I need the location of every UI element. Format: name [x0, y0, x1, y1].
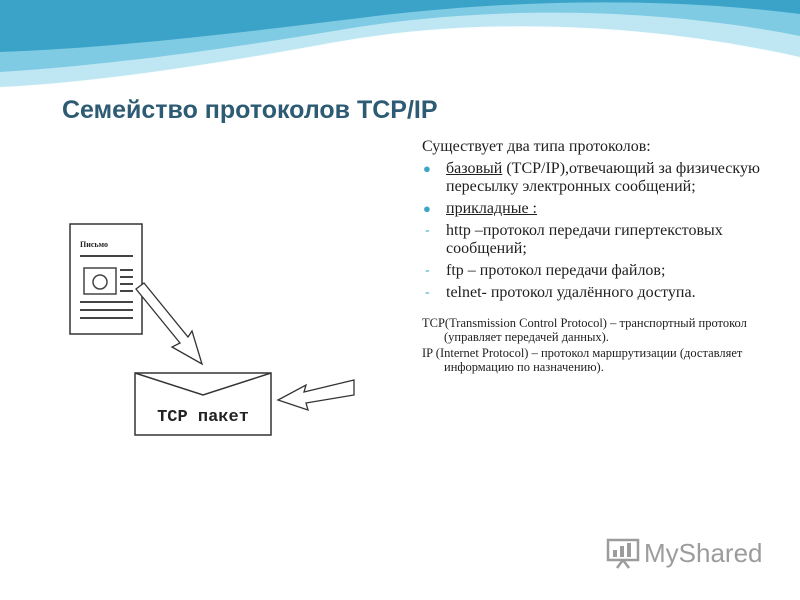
watermark-text: MyShared [644, 537, 763, 568]
envelope-label: TCP пакет [157, 408, 249, 427]
list-item [420, 160, 760, 196]
item-text: http –протокол передачи гипертекстовых сообщений; [446, 222, 723, 257]
slide-title: Семейство протоколов TCP/IP [62, 96, 438, 124]
bullet-marker: ● [423, 161, 431, 176]
dash-marker: - [425, 223, 430, 238]
dash-marker: - [425, 285, 430, 300]
item-text: (TCP/IP),отвечающий за физическую пересылку электронных сообщений; [446, 160, 760, 195]
definitions [420, 316, 760, 374]
list-item [420, 200, 760, 218]
item-text: telnet- протокол удалённого доступа. [446, 284, 696, 301]
protocol-list [420, 160, 760, 302]
letter-document [70, 224, 142, 334]
lead-text: Существует два типа протоколов: [422, 138, 651, 155]
letter-label: Письмо [80, 240, 108, 249]
list-item [420, 262, 760, 280]
list-item [420, 284, 760, 302]
dash-marker: - [425, 263, 430, 278]
watermark-logo [606, 537, 763, 569]
definition-note: IP (Internet Protocol) – протокол маршрутизации (доставляет информацию по назначению). [422, 346, 743, 374]
arrow-letter-to-packet [136, 283, 202, 364]
presentation-board-icon [606, 537, 640, 569]
bullet-marker: ● [423, 201, 431, 216]
tcp-packet-envelope [135, 373, 271, 435]
underlined-term: базовый [446, 160, 503, 177]
definition-note: TCP(Transmission Control Protocol) – транспортный протокол (управляет передачей данных). [422, 316, 747, 344]
item-text: ftp – протокол передачи файлов; [446, 262, 666, 279]
arrow-into-packet [278, 380, 354, 410]
slide-content [420, 138, 760, 376]
underlined-term: прикладные : [446, 200, 537, 217]
list-item [420, 222, 760, 258]
